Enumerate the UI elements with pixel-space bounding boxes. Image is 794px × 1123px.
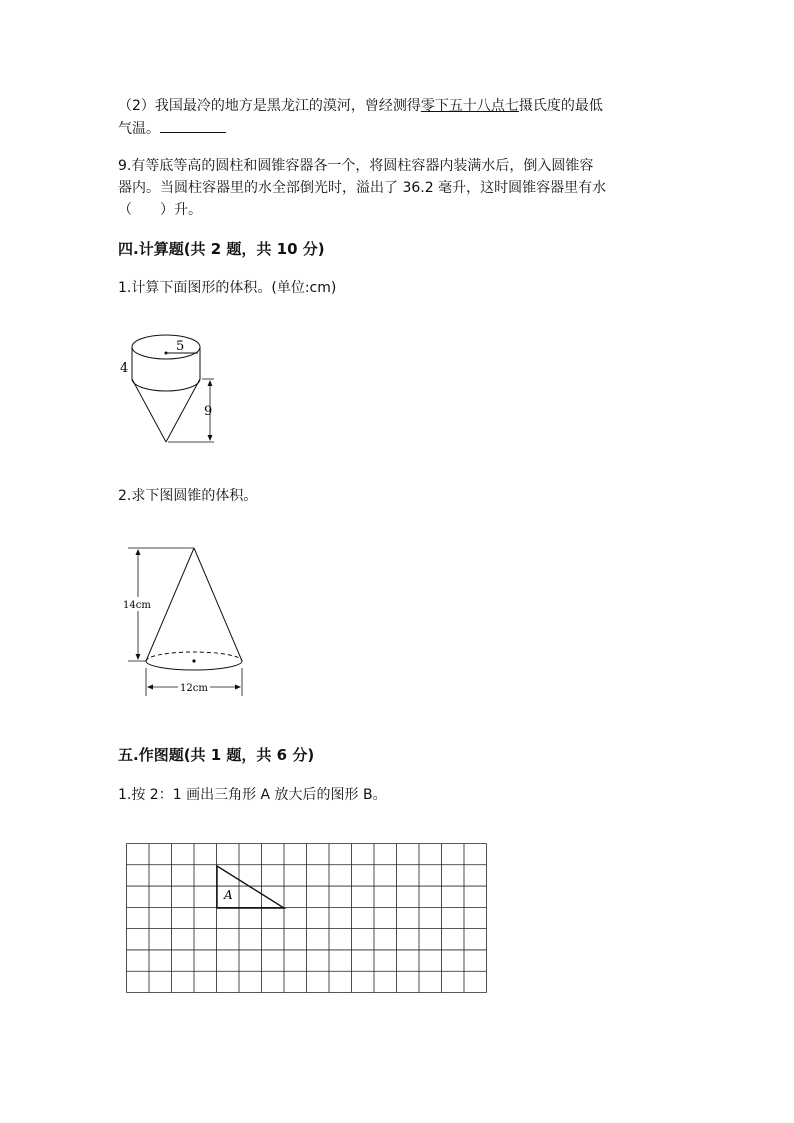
center-dot	[192, 659, 195, 662]
drawing-grid[interactable]	[126, 843, 488, 994]
q9-line3: （ ）升。	[118, 202, 202, 218]
answer-blank[interactable]	[160, 118, 226, 133]
height-label: 14cm	[123, 600, 151, 611]
arrow-up-icon	[208, 380, 213, 386]
arrow-right-icon	[235, 685, 241, 690]
section-5-q1: 1.按 2：1 画出三角形 A 放大后的图形 B。	[118, 787, 387, 803]
cone-right-edge	[194, 548, 242, 661]
q8-2-text-after: 摄氏度的最低	[518, 98, 603, 114]
q9-line2: 器内。当圆柱容器里的水全部倒光时，溢出了 36.2 毫升，这时圆锥容器里有水	[118, 180, 607, 196]
arrow-down-icon	[208, 435, 213, 441]
arrow-up-icon	[136, 549, 141, 555]
arrow-down-icon	[136, 654, 141, 660]
arrow-left-icon	[147, 685, 153, 690]
q8-2-line2-text: 气温。	[118, 121, 160, 137]
cylinder-top-ellipse	[132, 335, 200, 359]
section-5-title: 五.作图题(共 1 题，共 6 分)	[118, 746, 315, 764]
section-4-title: 四.计算题(共 2 题，共 10 分)	[118, 240, 325, 258]
cone-right-edge	[166, 379, 200, 442]
q8-2-text-before: （2）我国最冷的地方是黑龙江的漠河，曾经测得	[118, 98, 421, 114]
triangle-a-label: A	[224, 888, 233, 902]
cone-figure	[118, 540, 253, 700]
grid-lines	[127, 844, 487, 993]
q9-line1: 9.有等底等高的圆柱和圆锥容器各一个，将圆柱容器内装满水后，倒入圆锥容	[118, 158, 594, 174]
cone-height-label: 9	[204, 404, 213, 419]
q8-2-underlined-text: 零下五十八点七	[420, 98, 519, 114]
diameter-label: 12cm	[180, 683, 208, 694]
q8-2-line1	[118, 96, 603, 116]
cylinder-height-label: 4	[120, 361, 129, 376]
q8-2-line2	[118, 118, 226, 139]
section-4-q2: 2.求下图圆锥的体积。	[118, 488, 258, 504]
section-4-q1: 1.计算下面图形的体积。(单位:cm)	[118, 280, 337, 296]
cylinder-bottom-arc	[132, 379, 200, 391]
radius-label: 5	[176, 339, 185, 354]
cone-left-edge	[132, 379, 166, 442]
cone-left-edge	[146, 548, 194, 661]
cylinder-cone-figure	[110, 325, 230, 450]
